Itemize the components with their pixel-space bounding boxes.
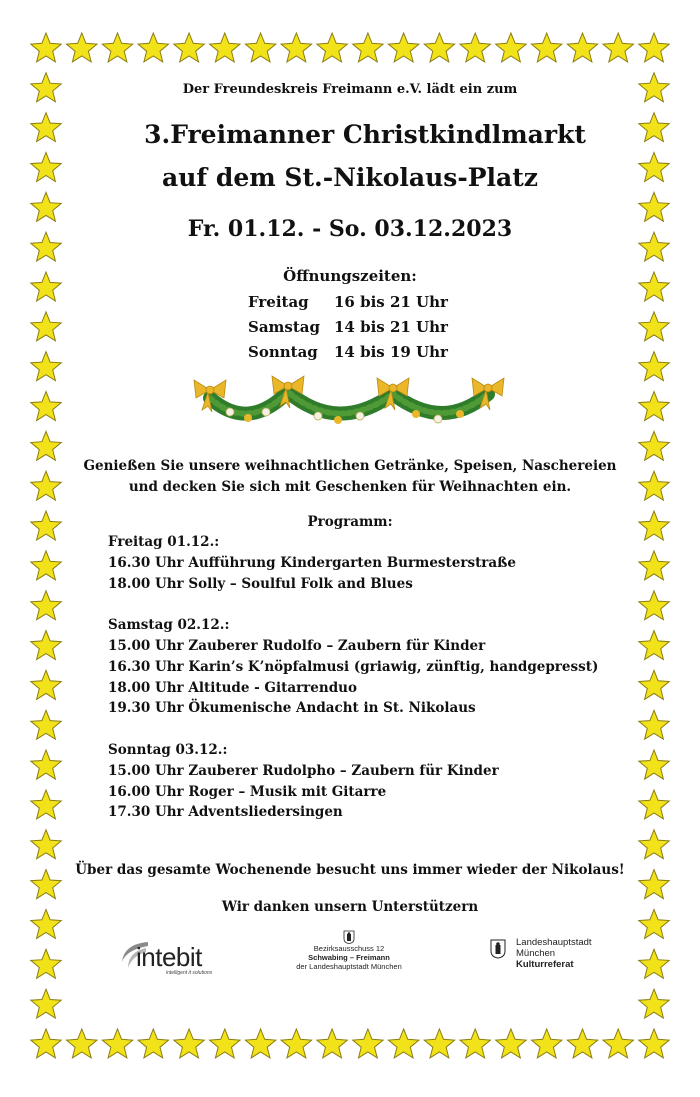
star-icon xyxy=(281,33,312,62)
star-icon xyxy=(245,1029,275,1058)
kulturreferat-line-2: München xyxy=(516,948,556,959)
title-line-1: 3.Freimanner Christkindlmarkt xyxy=(144,120,586,149)
program-item: 19.30 Uhr Ökumenische Andacht in St. Nikolaus xyxy=(108,700,476,717)
program-item: 16.00 Uhr Roger – Musik mit Gitarre xyxy=(108,783,387,800)
star-icon xyxy=(67,33,98,62)
star-icon xyxy=(174,33,205,62)
opening-hours xyxy=(248,290,448,365)
nikolaus-notice: Über das gesamte Wochenende besucht uns immer wieder der Nikolaus! xyxy=(75,862,625,878)
program-item: 16.30 Uhr Aufführung Kindergarten Burmesterstraße xyxy=(108,554,517,571)
star-icon xyxy=(388,33,419,62)
star-icon xyxy=(639,591,669,620)
star-icon xyxy=(603,33,634,62)
star-icon xyxy=(639,352,669,381)
star-icon xyxy=(67,1029,98,1058)
star-icon xyxy=(31,631,61,660)
star-icon xyxy=(31,949,61,978)
star-icon xyxy=(245,33,275,62)
star-icon xyxy=(603,1029,634,1058)
star-icon xyxy=(138,1029,168,1058)
star-icon xyxy=(31,710,61,739)
star-icon xyxy=(424,1029,454,1058)
program-heading: Programm: xyxy=(307,514,393,530)
star-icon xyxy=(317,33,347,62)
star-icon xyxy=(639,710,669,739)
kulturreferat-line-1: Landeshauptstadt xyxy=(516,937,592,948)
program-item: 17.30 Uhr Adventsliedersingen xyxy=(108,804,343,821)
program-item: 15.00 Uhr Zauberer Rudolfo – Zaubern für Kinder xyxy=(108,637,486,654)
star-icon xyxy=(639,790,669,819)
welcome-line-2: und decken Sie sich mit Geschenken für Weihnachten ein. xyxy=(128,479,572,495)
kulturreferat-text xyxy=(516,937,592,970)
hours-time: 14 bis 19 Uhr xyxy=(334,343,448,361)
welcome-line-1: Genießen Sie unsere weihnachtlichen Getränke, Speisen, Naschereien xyxy=(83,458,617,474)
star-icon xyxy=(31,750,61,779)
bezirksausschuss-logo xyxy=(293,930,405,982)
star-icon xyxy=(210,33,240,62)
star-icon xyxy=(567,33,597,62)
star-icon xyxy=(639,670,669,699)
star-icon xyxy=(460,1029,490,1058)
title-line-2: auf dem St.-Nikolaus-Platz xyxy=(162,163,538,192)
garland-branches xyxy=(210,392,488,414)
intebit-logo xyxy=(118,934,226,982)
program-day-label: Samstag 02.12.: xyxy=(108,617,230,634)
kulturreferat-line-3: Kulturreferat xyxy=(516,959,574,970)
hours-day: Freitag xyxy=(248,293,309,311)
star-icon xyxy=(388,1029,419,1058)
star-icon xyxy=(639,830,669,859)
hours-row-friday xyxy=(248,290,448,315)
intro-text: Der Freundeskreis Freimann e.V. lädt ein zum xyxy=(182,82,518,97)
star-icon xyxy=(31,670,61,699)
star-icon xyxy=(31,989,61,1018)
star-icon xyxy=(281,1029,312,1058)
intebit-wordmark: intebit xyxy=(136,942,202,972)
ba-line-1: Bezirksausschuss 12 xyxy=(313,944,385,953)
star-icon xyxy=(532,1029,562,1058)
star-icon xyxy=(532,33,562,62)
muenchner-kindl-icon xyxy=(343,930,355,944)
star-icon xyxy=(639,312,669,341)
star-icon xyxy=(496,1029,527,1058)
star-icon xyxy=(31,312,61,341)
program-item: 16.30 Uhr Karin’s K’nöpfalmusi (griawig, zünftig, handgepresst) xyxy=(108,658,599,675)
hours-time: 14 bis 21 Uhr xyxy=(334,318,448,336)
ba-line-3: der Landeshauptstadt München xyxy=(296,962,402,971)
star-icon xyxy=(639,33,669,62)
program-item: 18.00 Uhr Altitude - Gitarrenduo xyxy=(108,679,357,696)
program-item: 18.00 Uhr Solly – Soulful Folk and Blues xyxy=(108,575,413,592)
kulturreferat-logo xyxy=(486,935,606,985)
star-icon xyxy=(567,1029,597,1058)
star-icon xyxy=(31,790,61,819)
star-icon xyxy=(353,33,383,62)
garland-with-bows-icon xyxy=(188,372,514,438)
star-icon xyxy=(639,551,669,580)
star-icon xyxy=(639,631,669,660)
hours-time: 16 bis 21 Uhr xyxy=(334,293,448,311)
star-icon xyxy=(460,33,490,62)
hours-row-sunday xyxy=(248,340,448,365)
star-icon xyxy=(496,33,527,62)
star-icon xyxy=(31,392,61,421)
intebit-tagline: intelligent it solutions xyxy=(166,970,213,976)
star-icon xyxy=(639,392,669,421)
program-day-saturday xyxy=(108,615,598,719)
program-day-label: Freitag 01.12.: xyxy=(108,534,220,550)
welcome-text xyxy=(0,456,700,498)
hours-day: Samstag xyxy=(248,318,321,336)
ba-line-2: Schwabing – Freimann xyxy=(308,953,390,962)
sponsors-heading: Wir danken unsern Unterstützern xyxy=(221,899,479,915)
star-icon xyxy=(317,1029,347,1058)
star-icon xyxy=(31,591,61,620)
star-icon xyxy=(31,33,61,62)
star-icon xyxy=(102,33,132,62)
star-icon xyxy=(138,33,168,62)
star-icon xyxy=(31,551,61,580)
star-icon xyxy=(31,352,61,381)
program-day-sunday xyxy=(108,740,598,823)
star-icon xyxy=(102,1029,132,1058)
program-item: 15.00 Uhr Zauberer Rudolpho – Zaubern für Kinder xyxy=(108,762,499,779)
hours-day: Sonntag xyxy=(248,343,318,361)
star-icon xyxy=(31,830,61,859)
program-list xyxy=(108,532,598,844)
event-dates: Fr. 01.12. - So. 03.12.2023 xyxy=(187,216,513,242)
star-icon xyxy=(174,1029,205,1058)
star-icon xyxy=(639,750,669,779)
star-icon xyxy=(31,1029,61,1058)
star-icon xyxy=(353,1029,383,1058)
hours-row-saturday xyxy=(248,315,448,340)
star-icon xyxy=(639,1029,669,1058)
muenchner-kindl-icon xyxy=(490,939,506,959)
star-icon xyxy=(210,1029,240,1058)
program-day-friday xyxy=(108,532,598,594)
opening-hours-heading: Öffnungszeiten: xyxy=(283,267,417,285)
star-icon xyxy=(639,989,669,1018)
star-icon xyxy=(639,949,669,978)
star-icon xyxy=(424,33,454,62)
program-day-label: Sonntag 03.12.: xyxy=(108,741,228,758)
